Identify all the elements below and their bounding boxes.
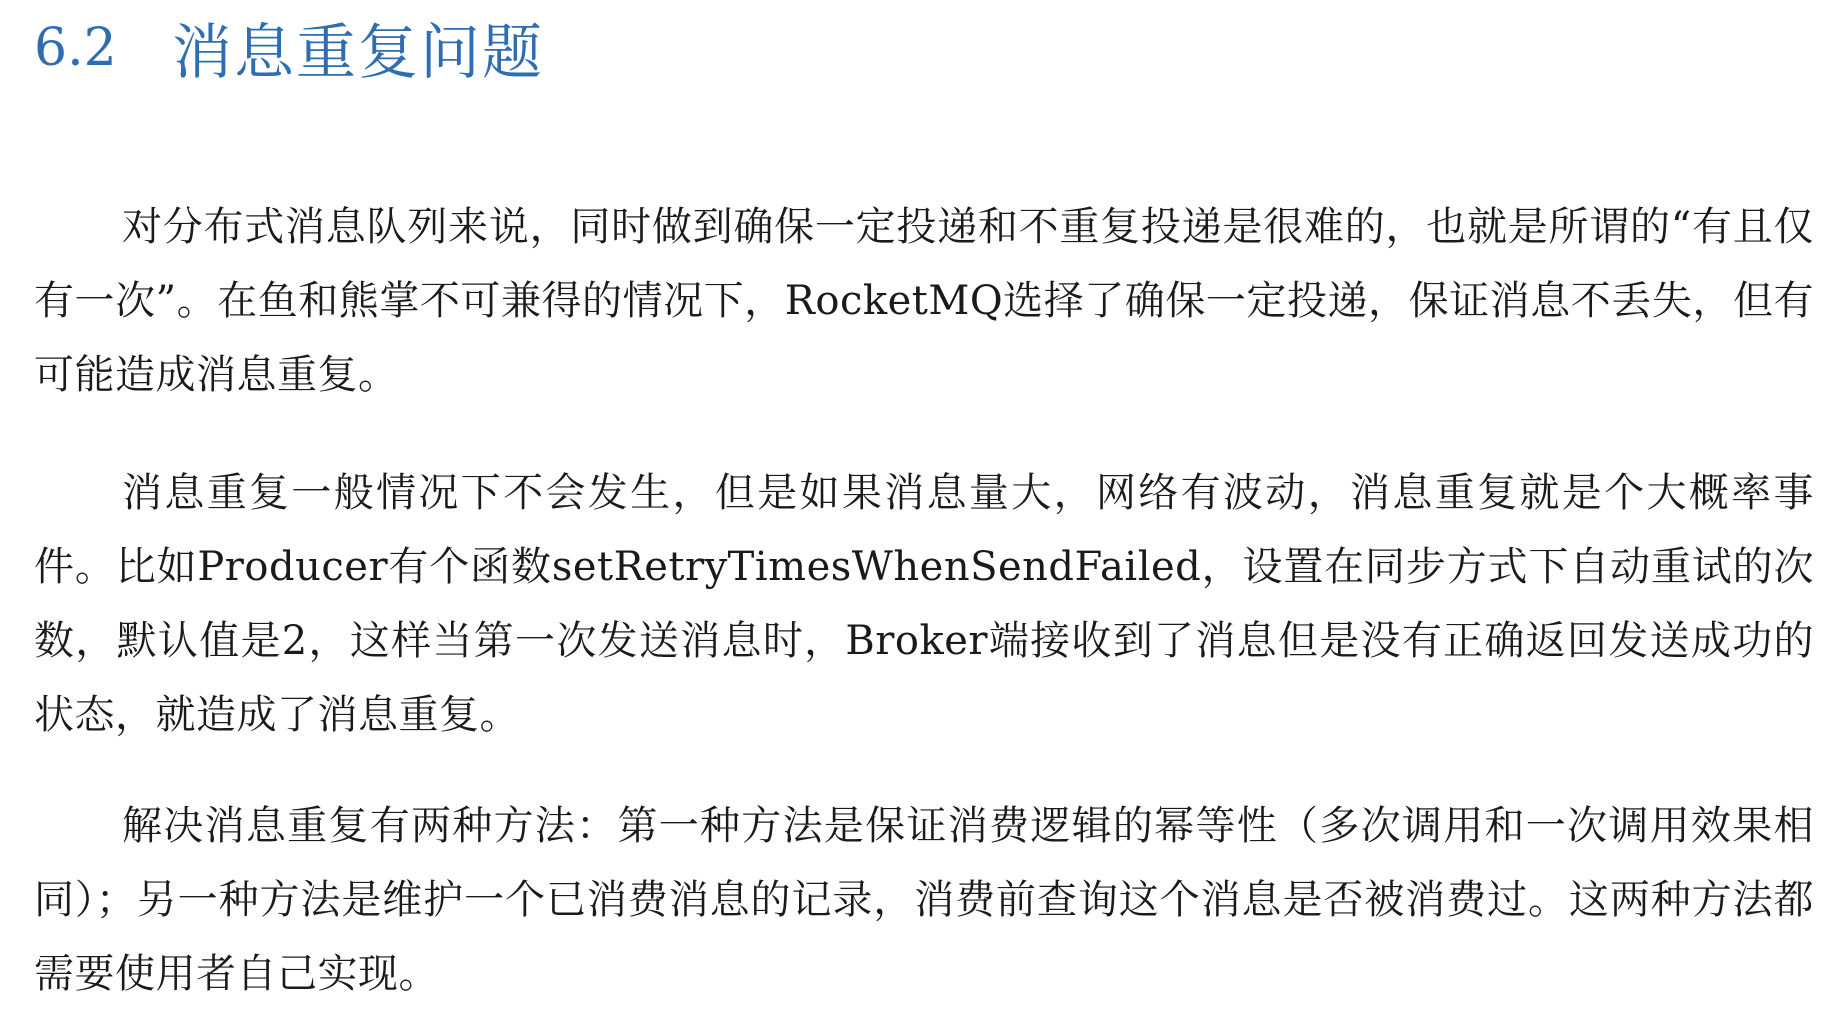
section-number: 6.2	[34, 18, 117, 78]
section-title: 消息重复问题	[172, 18, 544, 88]
section-heading	[34, 8, 544, 88]
paragraph-duplicate-solutions: 解决消息重复有两种方法：第一种方法是保证消费逻辑的幂等性（多次调用和一次调用效果相同）；另一种方法是维护一个已消费消息的记录，消费前查询这个消息是否被消费过。这两种方法都需要使用者自己实现。	[34, 803, 1814, 997]
paragraph-duplicate-cause: 消息重复一般情况下不会发生，但是如果消息量大，网络有波动，消息重复就是个大概率事件。比如Producer有个函数setRetryTimesWhenSendFailed，设置在同步方式下自动重试的次数，默认值是2，这样当第一次发送消息时，Broker端接收到了消息但是没有正确返回发送成功的状态，就造成了消息重复。	[34, 470, 1814, 738]
paragraph-message-delivery: 对分布式消息队列来说，同时做到确保一定投递和不重复投递是很难的，也就是所谓的“有且仅有一次”。在鱼和熊掌不可兼得的情况下，RocketMQ选择了确保一定投递，保证消息不丢失，但有可能造成消息重复。	[34, 204, 1814, 398]
